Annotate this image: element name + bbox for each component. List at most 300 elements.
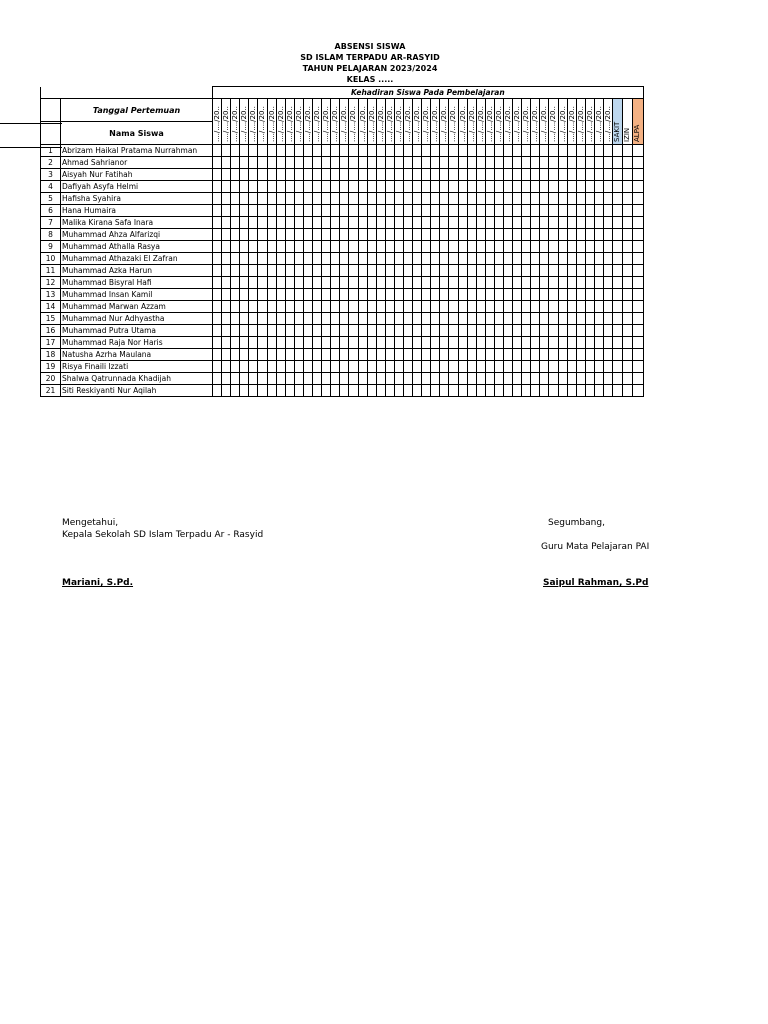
attendance-cell[interactable]: [322, 181, 331, 193]
date-header-cell[interactable]: [240, 99, 249, 145]
attendance-cell[interactable]: [531, 217, 540, 229]
date-header-cell[interactable]: [540, 99, 549, 145]
attendance-cell[interactable]: [267, 145, 276, 157]
attendance-cell[interactable]: [222, 265, 231, 277]
attendance-cell[interactable]: [567, 205, 576, 217]
attendance-cell[interactable]: [540, 241, 549, 253]
attendance-cell[interactable]: [440, 229, 449, 241]
attendance-cell[interactable]: [403, 373, 412, 385]
attendance-cell[interactable]: [585, 289, 594, 301]
attendance-cell[interactable]: [540, 145, 549, 157]
attendance-cell[interactable]: [585, 325, 594, 337]
attendance-cell[interactable]: [376, 313, 385, 325]
attendance-cell[interactable]: [540, 385, 549, 397]
attendance-cell[interactable]: [240, 373, 249, 385]
attendance-cell[interactable]: [504, 157, 513, 169]
attendance-cell[interactable]: [313, 265, 322, 277]
attendance-cell[interactable]: [449, 229, 458, 241]
attendance-cell[interactable]: [303, 241, 312, 253]
attendance-cell[interactable]: [349, 301, 358, 313]
attendance-cell[interactable]: [594, 313, 603, 325]
attendance-cell[interactable]: [358, 301, 367, 313]
attendance-cell[interactable]: [349, 349, 358, 361]
attendance-cell[interactable]: [349, 265, 358, 277]
attendance-cell[interactable]: [249, 277, 258, 289]
attendance-cell[interactable]: [494, 157, 503, 169]
alpa-count-cell[interactable]: [633, 181, 644, 193]
date-header-cell[interactable]: [376, 99, 385, 145]
attendance-cell[interactable]: [494, 337, 503, 349]
sakit-count-cell[interactable]: [613, 385, 623, 397]
attendance-cell[interactable]: [294, 205, 303, 217]
attendance-cell[interactable]: [594, 385, 603, 397]
sakit-count-cell[interactable]: [613, 157, 623, 169]
attendance-cell[interactable]: [249, 265, 258, 277]
date-header-cell[interactable]: [276, 99, 285, 145]
attendance-cell[interactable]: [367, 385, 376, 397]
attendance-cell[interactable]: [522, 169, 531, 181]
attendance-cell[interactable]: [285, 313, 294, 325]
attendance-cell[interactable]: [476, 169, 485, 181]
attendance-cell[interactable]: [258, 229, 267, 241]
attendance-cell[interactable]: [358, 157, 367, 169]
attendance-cell[interactable]: [549, 265, 558, 277]
attendance-cell[interactable]: [485, 157, 494, 169]
attendance-cell[interactable]: [385, 193, 394, 205]
attendance-cell[interactable]: [349, 325, 358, 337]
attendance-cell[interactable]: [558, 349, 567, 361]
attendance-cell[interactable]: [458, 253, 467, 265]
attendance-cell[interactable]: [476, 253, 485, 265]
attendance-cell[interactable]: [494, 277, 503, 289]
attendance-cell[interactable]: [258, 193, 267, 205]
attendance-cell[interactable]: [367, 205, 376, 217]
attendance-cell[interactable]: [367, 181, 376, 193]
attendance-cell[interactable]: [394, 145, 403, 157]
attendance-cell[interactable]: [549, 325, 558, 337]
attendance-cell[interactable]: [467, 349, 476, 361]
attendance-cell[interactable]: [340, 289, 349, 301]
attendance-cell[interactable]: [385, 157, 394, 169]
attendance-cell[interactable]: [294, 349, 303, 361]
attendance-cell[interactable]: [594, 325, 603, 337]
attendance-cell[interactable]: [440, 181, 449, 193]
attendance-cell[interactable]: [558, 181, 567, 193]
attendance-cell[interactable]: [558, 301, 567, 313]
attendance-cell[interactable]: [522, 265, 531, 277]
attendance-cell[interactable]: [349, 157, 358, 169]
attendance-cell[interactable]: [422, 229, 431, 241]
attendance-cell[interactable]: [531, 301, 540, 313]
attendance-cell[interactable]: [458, 157, 467, 169]
attendance-cell[interactable]: [258, 337, 267, 349]
attendance-cell[interactable]: [604, 181, 613, 193]
date-header-cell[interactable]: [558, 99, 567, 145]
attendance-cell[interactable]: [449, 313, 458, 325]
attendance-cell[interactable]: [485, 361, 494, 373]
attendance-cell[interactable]: [513, 145, 522, 157]
attendance-cell[interactable]: [258, 289, 267, 301]
attendance-cell[interactable]: [504, 241, 513, 253]
attendance-cell[interactable]: [413, 253, 422, 265]
attendance-cell[interactable]: [431, 169, 440, 181]
attendance-cell[interactable]: [285, 265, 294, 277]
attendance-cell[interactable]: [431, 253, 440, 265]
attendance-cell[interactable]: [385, 373, 394, 385]
attendance-cell[interactable]: [403, 361, 412, 373]
attendance-cell[interactable]: [276, 289, 285, 301]
attendance-cell[interactable]: [267, 313, 276, 325]
attendance-cell[interactable]: [485, 253, 494, 265]
attendance-cell[interactable]: [494, 385, 503, 397]
attendance-cell[interactable]: [394, 193, 403, 205]
attendance-cell[interactable]: [513, 193, 522, 205]
date-header-cell[interactable]: [422, 99, 431, 145]
attendance-cell[interactable]: [594, 157, 603, 169]
attendance-cell[interactable]: [604, 301, 613, 313]
attendance-cell[interactable]: [303, 205, 312, 217]
sakit-count-cell[interactable]: [613, 181, 623, 193]
sakit-count-cell[interactable]: [613, 337, 623, 349]
attendance-cell[interactable]: [431, 277, 440, 289]
attendance-cell[interactable]: [431, 157, 440, 169]
attendance-cell[interactable]: [349, 313, 358, 325]
attendance-cell[interactable]: [349, 181, 358, 193]
alpa-count-cell[interactable]: [633, 361, 644, 373]
attendance-cell[interactable]: [413, 337, 422, 349]
attendance-cell[interactable]: [313, 301, 322, 313]
attendance-cell[interactable]: [258, 301, 267, 313]
izin-count-cell[interactable]: [623, 337, 633, 349]
attendance-cell[interactable]: [231, 241, 240, 253]
attendance-cell[interactable]: [340, 193, 349, 205]
attendance-cell[interactable]: [494, 253, 503, 265]
attendance-cell[interactable]: [322, 313, 331, 325]
attendance-cell[interactable]: [313, 349, 322, 361]
attendance-cell[interactable]: [431, 361, 440, 373]
attendance-cell[interactable]: [240, 193, 249, 205]
attendance-cell[interactable]: [531, 349, 540, 361]
date-header-cell[interactable]: [294, 99, 303, 145]
attendance-cell[interactable]: [413, 289, 422, 301]
attendance-cell[interactable]: [394, 337, 403, 349]
attendance-cell[interactable]: [213, 181, 222, 193]
date-header-cell[interactable]: [403, 99, 412, 145]
attendance-cell[interactable]: [340, 337, 349, 349]
attendance-cell[interactable]: [385, 217, 394, 229]
attendance-cell[interactable]: [440, 205, 449, 217]
attendance-cell[interactable]: [340, 169, 349, 181]
attendance-cell[interactable]: [394, 277, 403, 289]
attendance-cell[interactable]: [340, 265, 349, 277]
attendance-cell[interactable]: [540, 313, 549, 325]
attendance-cell[interactable]: [213, 373, 222, 385]
attendance-cell[interactable]: [367, 253, 376, 265]
attendance-cell[interactable]: [367, 313, 376, 325]
attendance-cell[interactable]: [385, 349, 394, 361]
attendance-cell[interactable]: [467, 265, 476, 277]
attendance-cell[interactable]: [540, 373, 549, 385]
attendance-cell[interactable]: [331, 313, 340, 325]
attendance-cell[interactable]: [522, 229, 531, 241]
attendance-cell[interactable]: [467, 157, 476, 169]
attendance-cell[interactable]: [549, 253, 558, 265]
attendance-cell[interactable]: [267, 181, 276, 193]
attendance-cell[interactable]: [403, 349, 412, 361]
attendance-cell[interactable]: [394, 241, 403, 253]
attendance-cell[interactable]: [303, 361, 312, 373]
attendance-cell[interactable]: [313, 289, 322, 301]
attendance-cell[interactable]: [403, 313, 412, 325]
attendance-cell[interactable]: [549, 217, 558, 229]
attendance-cell[interactable]: [258, 373, 267, 385]
date-header-cell[interactable]: [604, 99, 613, 145]
attendance-cell[interactable]: [222, 193, 231, 205]
attendance-cell[interactable]: [440, 385, 449, 397]
izin-count-cell[interactable]: [623, 289, 633, 301]
attendance-cell[interactable]: [222, 313, 231, 325]
attendance-cell[interactable]: [303, 181, 312, 193]
attendance-cell[interactable]: [558, 385, 567, 397]
attendance-cell[interactable]: [267, 361, 276, 373]
attendance-cell[interactable]: [604, 277, 613, 289]
attendance-cell[interactable]: [422, 385, 431, 397]
date-header-cell[interactable]: [522, 99, 531, 145]
attendance-cell[interactable]: [231, 181, 240, 193]
attendance-cell[interactable]: [331, 385, 340, 397]
attendance-cell[interactable]: [376, 253, 385, 265]
attendance-cell[interactable]: [440, 277, 449, 289]
attendance-cell[interactable]: [467, 313, 476, 325]
attendance-cell[interactable]: [558, 145, 567, 157]
attendance-cell[interactable]: [385, 241, 394, 253]
attendance-cell[interactable]: [231, 229, 240, 241]
attendance-cell[interactable]: [222, 217, 231, 229]
attendance-cell[interactable]: [376, 193, 385, 205]
attendance-cell[interactable]: [549, 289, 558, 301]
attendance-cell[interactable]: [249, 205, 258, 217]
attendance-cell[interactable]: [367, 325, 376, 337]
izin-count-cell[interactable]: [623, 205, 633, 217]
attendance-cell[interactable]: [504, 373, 513, 385]
attendance-cell[interactable]: [485, 229, 494, 241]
attendance-cell[interactable]: [276, 181, 285, 193]
attendance-cell[interactable]: [576, 313, 585, 325]
attendance-cell[interactable]: [567, 349, 576, 361]
attendance-cell[interactable]: [413, 169, 422, 181]
attendance-cell[interactable]: [549, 205, 558, 217]
attendance-cell[interactable]: [285, 373, 294, 385]
attendance-cell[interactable]: [558, 217, 567, 229]
date-header-cell[interactable]: [313, 99, 322, 145]
date-header-cell[interactable]: [394, 99, 403, 145]
attendance-cell[interactable]: [240, 169, 249, 181]
attendance-cell[interactable]: [440, 301, 449, 313]
alpa-count-cell[interactable]: [633, 217, 644, 229]
attendance-cell[interactable]: [431, 385, 440, 397]
alpa-count-cell[interactable]: [633, 265, 644, 277]
attendance-cell[interactable]: [303, 385, 312, 397]
attendance-cell[interactable]: [249, 241, 258, 253]
attendance-cell[interactable]: [222, 205, 231, 217]
attendance-cell[interactable]: [331, 301, 340, 313]
attendance-cell[interactable]: [322, 205, 331, 217]
attendance-cell[interactable]: [558, 241, 567, 253]
attendance-cell[interactable]: [567, 241, 576, 253]
attendance-cell[interactable]: [422, 277, 431, 289]
attendance-cell[interactable]: [276, 169, 285, 181]
attendance-cell[interactable]: [331, 157, 340, 169]
attendance-cell[interactable]: [340, 181, 349, 193]
date-header-cell[interactable]: [231, 99, 240, 145]
attendance-cell[interactable]: [467, 361, 476, 373]
attendance-cell[interactable]: [540, 193, 549, 205]
attendance-cell[interactable]: [458, 313, 467, 325]
attendance-cell[interactable]: [567, 325, 576, 337]
attendance-cell[interactable]: [531, 253, 540, 265]
attendance-cell[interactable]: [540, 205, 549, 217]
attendance-cell[interactable]: [394, 205, 403, 217]
attendance-cell[interactable]: [394, 169, 403, 181]
alpa-count-cell[interactable]: [633, 205, 644, 217]
attendance-cell[interactable]: [276, 145, 285, 157]
attendance-cell[interactable]: [358, 181, 367, 193]
attendance-cell[interactable]: [294, 241, 303, 253]
attendance-cell[interactable]: [285, 217, 294, 229]
attendance-cell[interactable]: [240, 253, 249, 265]
attendance-cell[interactable]: [213, 241, 222, 253]
attendance-cell[interactable]: [349, 217, 358, 229]
attendance-cell[interactable]: [249, 289, 258, 301]
attendance-cell[interactable]: [367, 373, 376, 385]
attendance-cell[interactable]: [531, 385, 540, 397]
attendance-cell[interactable]: [258, 205, 267, 217]
attendance-cell[interactable]: [476, 349, 485, 361]
attendance-cell[interactable]: [531, 313, 540, 325]
attendance-cell[interactable]: [340, 277, 349, 289]
attendance-cell[interactable]: [322, 253, 331, 265]
attendance-cell[interactable]: [476, 241, 485, 253]
attendance-cell[interactable]: [458, 169, 467, 181]
attendance-cell[interactable]: [576, 361, 585, 373]
attendance-cell[interactable]: [513, 229, 522, 241]
sakit-count-cell[interactable]: [613, 277, 623, 289]
attendance-cell[interactable]: [467, 277, 476, 289]
attendance-cell[interactable]: [385, 289, 394, 301]
attendance-cell[interactable]: [531, 325, 540, 337]
attendance-cell[interactable]: [422, 145, 431, 157]
alpa-count-cell[interactable]: [633, 325, 644, 337]
attendance-cell[interactable]: [367, 301, 376, 313]
attendance-cell[interactable]: [367, 193, 376, 205]
attendance-cell[interactable]: [358, 373, 367, 385]
attendance-cell[interactable]: [340, 361, 349, 373]
attendance-cell[interactable]: [213, 157, 222, 169]
attendance-cell[interactable]: [376, 289, 385, 301]
attendance-cell[interactable]: [231, 373, 240, 385]
attendance-cell[interactable]: [449, 157, 458, 169]
attendance-cell[interactable]: [331, 373, 340, 385]
attendance-cell[interactable]: [267, 253, 276, 265]
attendance-cell[interactable]: [249, 157, 258, 169]
attendance-cell[interactable]: [540, 277, 549, 289]
attendance-cell[interactable]: [313, 229, 322, 241]
attendance-cell[interactable]: [422, 181, 431, 193]
attendance-cell[interactable]: [494, 289, 503, 301]
date-header-cell[interactable]: [222, 99, 231, 145]
attendance-cell[interactable]: [385, 181, 394, 193]
attendance-cell[interactable]: [303, 157, 312, 169]
attendance-cell[interactable]: [313, 205, 322, 217]
attendance-cell[interactable]: [576, 349, 585, 361]
izin-count-cell[interactable]: [623, 157, 633, 169]
date-header-cell[interactable]: [549, 99, 558, 145]
attendance-cell[interactable]: [585, 145, 594, 157]
attendance-cell[interactable]: [504, 349, 513, 361]
attendance-cell[interactable]: [313, 325, 322, 337]
attendance-cell[interactable]: [585, 385, 594, 397]
attendance-cell[interactable]: [522, 361, 531, 373]
attendance-cell[interactable]: [513, 385, 522, 397]
attendance-cell[interactable]: [576, 385, 585, 397]
attendance-cell[interactable]: [422, 265, 431, 277]
attendance-cell[interactable]: [604, 265, 613, 277]
attendance-cell[interactable]: [285, 145, 294, 157]
alpa-count-cell[interactable]: [633, 313, 644, 325]
attendance-cell[interactable]: [313, 193, 322, 205]
attendance-cell[interactable]: [394, 181, 403, 193]
attendance-cell[interactable]: [504, 169, 513, 181]
attendance-cell[interactable]: [504, 145, 513, 157]
attendance-cell[interactable]: [576, 217, 585, 229]
attendance-cell[interactable]: [313, 217, 322, 229]
attendance-cell[interactable]: [331, 193, 340, 205]
attendance-cell[interactable]: [285, 181, 294, 193]
attendance-cell[interactable]: [431, 217, 440, 229]
attendance-cell[interactable]: [303, 229, 312, 241]
izin-count-cell[interactable]: [623, 349, 633, 361]
attendance-cell[interactable]: [458, 265, 467, 277]
attendance-cell[interactable]: [222, 253, 231, 265]
attendance-cell[interactable]: [549, 385, 558, 397]
attendance-cell[interactable]: [476, 205, 485, 217]
attendance-cell[interactable]: [313, 145, 322, 157]
attendance-cell[interactable]: [303, 265, 312, 277]
attendance-cell[interactable]: [558, 253, 567, 265]
attendance-cell[interactable]: [340, 241, 349, 253]
sakit-count-cell[interactable]: [613, 361, 623, 373]
attendance-cell[interactable]: [449, 241, 458, 253]
attendance-cell[interactable]: [567, 361, 576, 373]
attendance-cell[interactable]: [240, 313, 249, 325]
attendance-cell[interactable]: [267, 193, 276, 205]
izin-count-cell[interactable]: [623, 145, 633, 157]
attendance-cell[interactable]: [249, 229, 258, 241]
attendance-cell[interactable]: [385, 385, 394, 397]
attendance-cell[interactable]: [413, 229, 422, 241]
attendance-cell[interactable]: [403, 253, 412, 265]
attendance-cell[interactable]: [231, 289, 240, 301]
attendance-cell[interactable]: [549, 181, 558, 193]
attendance-cell[interactable]: [585, 313, 594, 325]
attendance-cell[interactable]: [494, 313, 503, 325]
attendance-cell[interactable]: [504, 193, 513, 205]
attendance-cell[interactable]: [394, 373, 403, 385]
attendance-cell[interactable]: [513, 361, 522, 373]
attendance-cell[interactable]: [422, 217, 431, 229]
attendance-cell[interactable]: [513, 277, 522, 289]
attendance-cell[interactable]: [549, 193, 558, 205]
